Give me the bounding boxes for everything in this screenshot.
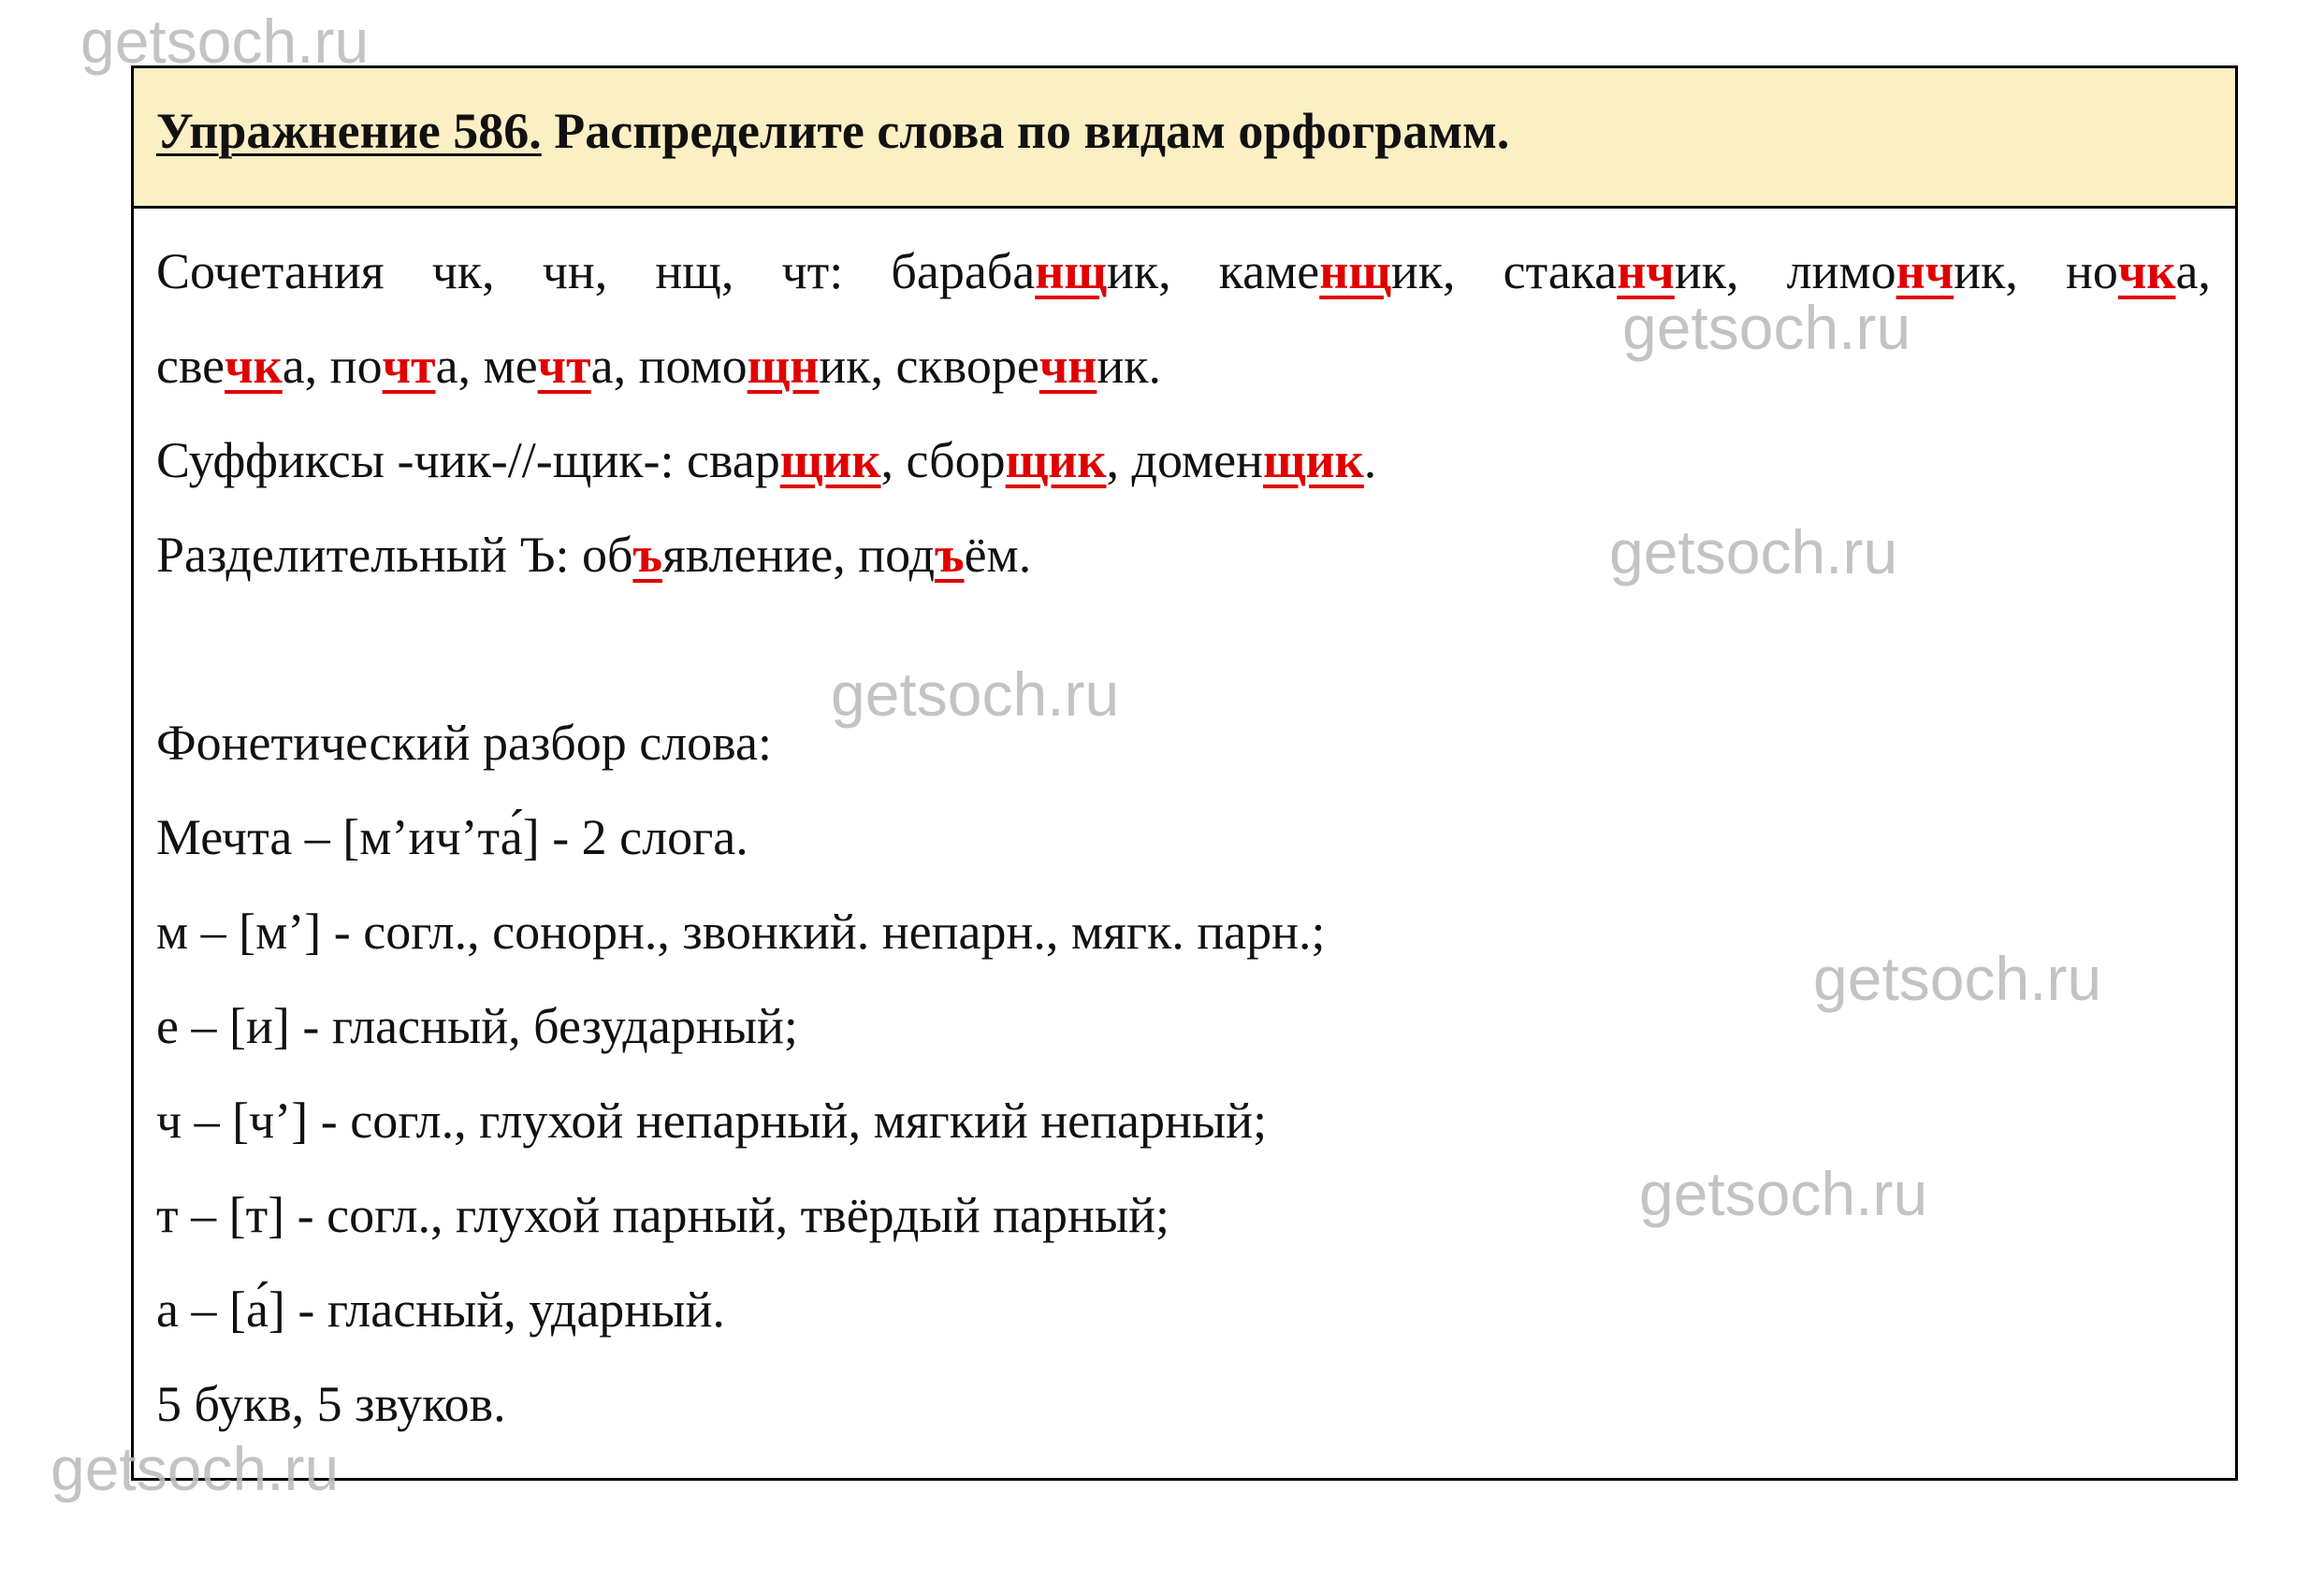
word: нщ,	[655, 243, 734, 299]
exercise-header	[134, 68, 2235, 209]
word	[2066, 239, 2211, 333]
combinations-line-2	[156, 333, 2211, 427]
word-part: каме	[1218, 243, 1320, 299]
word-part: стака	[1503, 243, 1618, 299]
watermark: getsoch.ru	[1622, 293, 1911, 362]
sound-line-a: а – [а́] - гласный, ударный.	[156, 1281, 725, 1338]
suffixes-line	[156, 427, 2211, 522]
spelling-highlight: нщ	[1319, 243, 1391, 299]
word	[1219, 239, 1456, 333]
watermark: getsoch.ru	[1639, 1159, 1928, 1228]
word-part: лимо	[1786, 243, 1896, 299]
spelling-highlight: чт	[537, 338, 591, 394]
watermark: getsoch.ru	[831, 659, 1120, 729]
phonetic-summary: 5 букв, 5 звуков.	[156, 1376, 506, 1432]
word: чн,	[542, 243, 608, 299]
sound-line-ch: ч – [ч’] - согл., глухой непарный, мягкий непарный;	[156, 1093, 1268, 1149]
spelling-highlight: щн	[747, 338, 820, 394]
text-segment: ик, скворе	[819, 338, 1039, 394]
text-segment: , сбор	[880, 432, 1006, 488]
spelling-highlight: ъ	[935, 527, 965, 583]
spelling-highlight: чт	[382, 338, 436, 394]
exercise-box	[131, 65, 2238, 1481]
word-part: бараба	[891, 243, 1036, 299]
phonetic-heading: Фонетический разбор слова:	[156, 715, 772, 771]
sound-line-e: е – [и] - гласный, безударный;	[156, 998, 798, 1054]
text-segment: Разделительный Ъ: об	[156, 527, 633, 583]
exercise-content	[134, 209, 2235, 1466]
word-part: а,	[2175, 243, 2211, 299]
spelling-highlight: чк	[2117, 243, 2176, 299]
text-segment: , домен	[1106, 432, 1263, 488]
word: чк,	[431, 243, 495, 299]
text-segment: а, ме	[435, 338, 538, 394]
text-segment: ём.	[964, 527, 1032, 583]
combinations-line-1	[156, 239, 2211, 333]
text-segment: све	[156, 338, 225, 394]
exercise-title: Распределите слова по видам орфограмм.	[554, 103, 1510, 159]
word: чт:	[781, 243, 844, 299]
spelling-highlight: щик	[779, 432, 881, 488]
spelling-highlight: щик	[1262, 432, 1364, 488]
spelling-highlight: нч	[1896, 243, 1954, 299]
text-segment: явление, под	[661, 527, 936, 583]
spelling-highlight: чк	[225, 338, 283, 394]
exercise-number: Упражнение 586.	[156, 103, 542, 159]
spelling-highlight: ъ	[632, 527, 662, 583]
phonetic-word-line: Мечта – [м’ич’та́] - 2 слога.	[156, 809, 748, 865]
word	[1787, 239, 2018, 333]
text-segment: ик.	[1097, 338, 1162, 394]
word	[1503, 239, 1739, 333]
watermark: getsoch.ru	[1609, 517, 1898, 586]
sound-line-m: м – [м’] - согл., сонорн., звонкий. непарн., мягк. парн.;	[156, 904, 1326, 960]
hard-sign-line	[156, 522, 2211, 616]
watermark: getsoch.ru	[51, 1434, 340, 1503]
word	[891, 239, 1170, 333]
word-part: ик,	[1106, 243, 1171, 299]
spelling-highlight: чн	[1039, 338, 1097, 394]
text-segment: а, помо	[590, 338, 748, 394]
text-segment: а, по	[282, 338, 383, 394]
spelling-highlight: щик	[1005, 432, 1107, 488]
text-segment: Суффиксы -чик-//-щик-: свар	[156, 432, 780, 488]
watermark: getsoch.ru	[80, 7, 370, 76]
watermark: getsoch.ru	[1813, 944, 2102, 1013]
word-part: но	[2065, 243, 2118, 299]
word: Сочетания	[156, 243, 385, 299]
word-part: ик,	[1674, 243, 1739, 299]
sound-line-t: т – [т] - согл., глухой парный, твёрдый парный;	[156, 1187, 1170, 1243]
word-part: ик,	[1954, 243, 2018, 299]
spelling-highlight: нщ	[1035, 243, 1107, 299]
text-segment: .	[1363, 432, 1377, 488]
word-part: ик,	[1390, 243, 1456, 299]
spelling-highlight: нч	[1617, 243, 1675, 299]
